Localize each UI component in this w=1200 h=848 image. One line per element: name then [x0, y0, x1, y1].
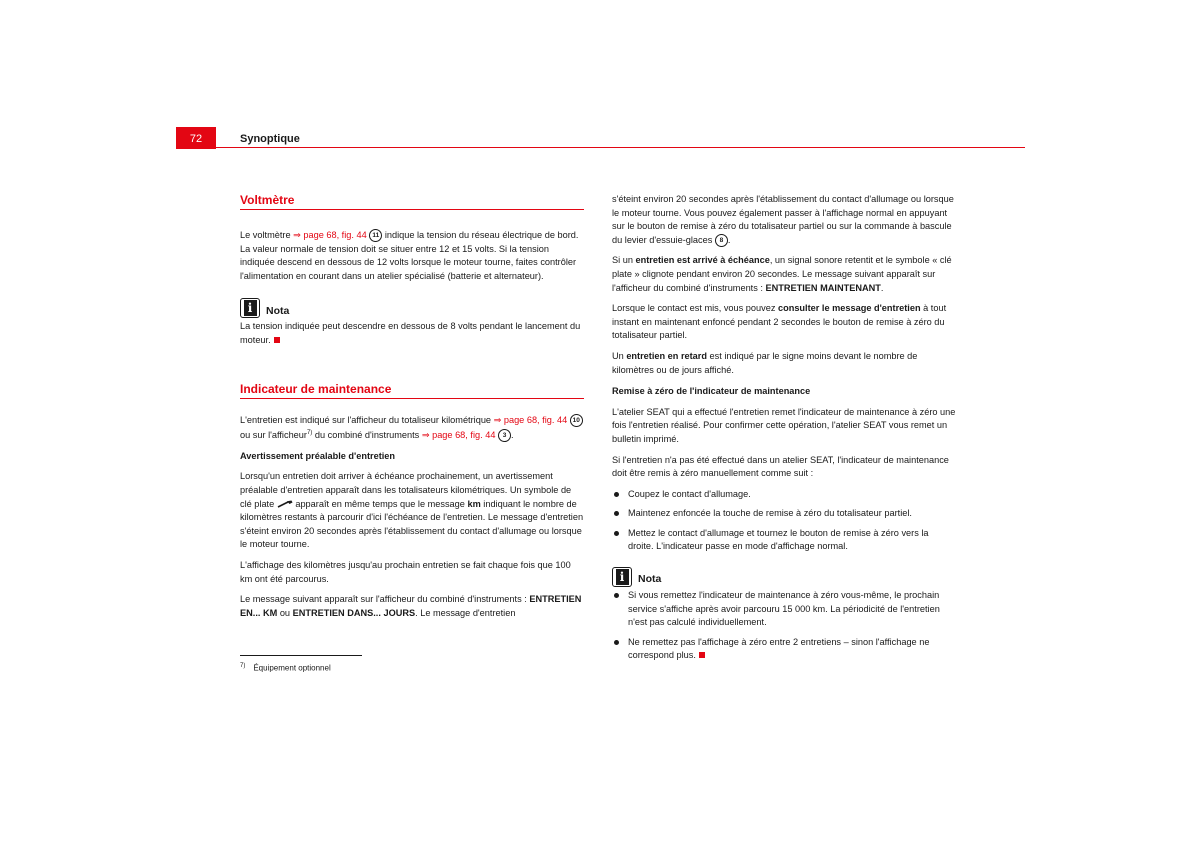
text: s'éteint environ 20 secondes après l'établissement du contact d'allumage ou lorsque le moteur tourne. Vous pouvez également passer à l'affichage normal en appuyant sur le bouton de remise à zéro du totalisateur partiel ou sur la commande à bascule du levier d'essuie-glaces	[612, 194, 954, 245]
end-marker-icon	[699, 652, 705, 658]
text: apparaît en même temps que le message	[292, 498, 468, 509]
text: consulter le message d'entretien	[777, 303, 921, 314]
text: . Le message d'entretien	[415, 607, 516, 618]
nota-list	[612, 589, 956, 663]
nota-label: Nota	[638, 573, 662, 586]
kilometres-paragraph: L'affichage des kilomètres jusqu'au prochain entretien se fait chaque fois que 100 km ont été parcourus.	[240, 559, 571, 584]
avertissement-paragraph	[240, 470, 584, 552]
text: L'entretien est indiqué sur l'afficheur du totaliseur kilométrique	[240, 414, 494, 425]
text: Lorsqu'un entretien doit arriver à échéance prochainement, un avertissement préalable d'entretien apparaît dans les totalisateurs kilométriques. Un symbole de clé plate	[240, 471, 572, 509]
list-item: Si vous remettez l'indicateur de maintenance à zéro vous-même, le prochain service s'affiche après avoir parcouru 15 000 km. La périodicité de l'entretien n'est pas calculé individuellement.	[612, 589, 956, 630]
text: indiquant le nombre de kilomètres restants à parcourir d'ici l'échéance de l'entretien. Le message d'entretien s'éteint environ 20 secondes après l'établissement du contact d'allumage ou lorsque le moteur tourne.	[240, 498, 584, 550]
left-column	[240, 192, 584, 627]
text: ou	[277, 607, 293, 618]
callout-number: 8	[715, 234, 728, 247]
page-reference-link[interactable]: ⇒ page 68, fig. 44	[493, 414, 568, 425]
text: entretien en retard	[626, 350, 707, 361]
page-reference-link[interactable]: ⇒ page 68, fig. 44	[293, 230, 367, 240]
voltmetre-paragraph	[240, 229, 584, 283]
text: Le voltmètre	[240, 230, 294, 240]
reset-steps-list	[612, 488, 956, 554]
text: indique la tension du réseau électrique de bord. La valeur normale de tension doit se situer entre 12 et 15 volts. Si la tension indiquée descend en dessous de 12 volts lorsque le moteur tourne, faites contrôler l'alimentation en courant dans un atelier spécialisé (batterie et alternateur).	[240, 230, 579, 281]
callout-number: 3	[498, 429, 511, 442]
text: Ne remettez pas l'affichage à zéro entre 2 entretiens – sinon l'affichage ne correspond plus.	[628, 636, 930, 661]
text: La tension indiquée peut descendre en dessous de 8 volts pendant le lancement du moteur.	[240, 321, 581, 345]
text: Si un	[612, 255, 636, 266]
retard-paragraph	[612, 350, 956, 377]
footnote-rule	[240, 655, 362, 656]
text: , un signal sonore retentit et le symbole « clé plate » clignote pendant environ 20 secondes. Le message suivant apparaît sur l'afficheur du combiné d'instruments :	[612, 255, 952, 293]
manual-reset-paragraph: Si l'entretien n'a pas été effectué dans un atelier SEAT, l'indicateur de maintenance doit être remis à zéro manuellement comme suit :	[612, 454, 949, 479]
message-text: ENTRETIEN DANS... JOURS	[292, 607, 416, 618]
footnote-text: Équipement optionnel	[253, 663, 331, 673]
text: Le message suivant apparaît sur l'afficheur du combiné d'instruments :	[240, 594, 530, 605]
text: entretien est arrivé à échéance	[635, 255, 770, 266]
nota-text	[240, 320, 584, 347]
nota-header	[240, 298, 584, 318]
text: est indiqué par le signe moins devant le nombre de kilomètres ou de jours affiché.	[612, 350, 918, 375]
callout-number: 10	[570, 414, 583, 427]
text: .	[727, 234, 731, 245]
info-icon: i	[612, 567, 632, 587]
message-paragraph	[240, 593, 584, 620]
text: à tout instant en maintenant enfoncé pendant 2 secondes le bouton de remise à zéro du totalisateur partiel.	[612, 303, 947, 341]
list-item: Maintenez enfoncée la touche de remise à zéro du totalisateur partiel.	[612, 507, 956, 521]
header-rule	[216, 147, 1025, 148]
atelier-paragraph: L'atelier SEAT qui a effectué l'entretien remet l'indicateur de maintenance à zéro une fois l'entretien réalisé. Pour confirmer cette opération, l'atelier SEAT vous remet un bulletin imprimé.	[612, 406, 956, 444]
list-item: Coupez le contact d'allumage.	[612, 488, 956, 502]
list-item: Mettez le contact d'allumage et tournez le bouton de remise à zéro vers la droite. L'indicateur passe en mode d'affichage normal.	[612, 527, 956, 554]
wrench-icon	[277, 500, 293, 508]
message-text: ENTRETIEN EN... KM	[240, 594, 582, 618]
callout-number: 11	[369, 229, 382, 242]
subheading-remise-a-zero: Remise à zéro de l'indicateur de maintenance	[612, 386, 811, 397]
section-title-maintenance: Indicateur de maintenance	[240, 381, 584, 399]
page-title: Synoptique	[240, 133, 300, 145]
consulter-paragraph	[612, 302, 956, 343]
end-marker-icon	[274, 337, 280, 343]
text: du combiné d'instruments	[312, 430, 422, 441]
text: ou sur l'afficheur	[240, 430, 307, 441]
continuation-paragraph	[612, 193, 956, 247]
text: .	[880, 282, 884, 293]
section-title-voltmetre: Voltmètre	[240, 192, 584, 210]
subheading-avertissement: Avertissement préalable d'entretien	[240, 450, 396, 461]
echeance-paragraph	[612, 254, 956, 295]
right-column	[612, 193, 956, 670]
page-reference-link[interactable]: ⇒ page 68, fig. 44	[421, 430, 496, 441]
nota-header	[612, 567, 956, 587]
km-label: km	[467, 498, 481, 509]
page-number: 72	[176, 127, 216, 149]
list-item	[612, 636, 956, 663]
nota-label: Nota	[266, 304, 290, 317]
maintenance-intro	[240, 414, 584, 443]
footnote-ref[interactable]: 7)	[306, 430, 313, 437]
footnote-marker: 7)	[240, 663, 246, 669]
footnote	[240, 663, 331, 673]
message-text: ENTRETIEN MAINTENANT	[765, 282, 881, 293]
text: Lorsque le contact est mis, vous pouvez	[612, 303, 778, 314]
info-icon: i	[240, 298, 260, 318]
text: .	[511, 430, 514, 441]
text: Un	[612, 350, 627, 361]
